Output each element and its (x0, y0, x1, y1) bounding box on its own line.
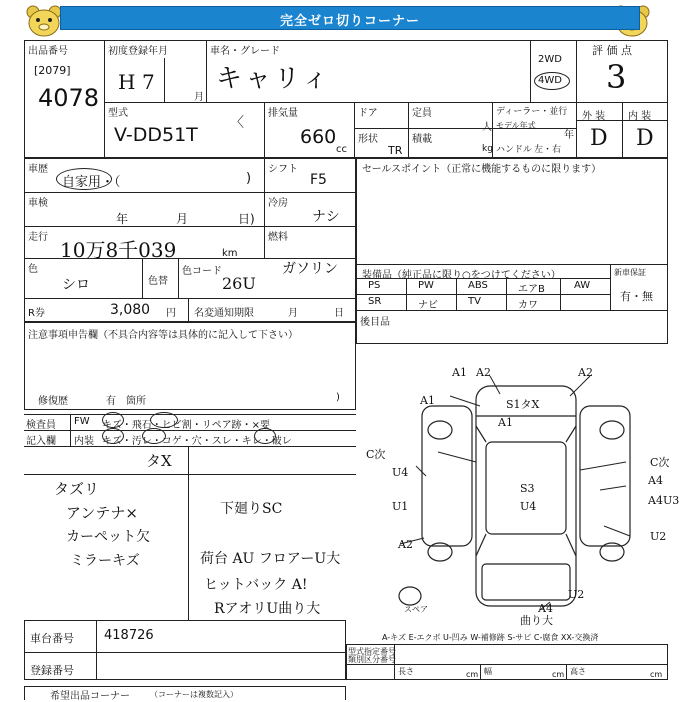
handwritten-line-1: タズリ (54, 480, 100, 498)
capacity-label: 定員 (412, 108, 432, 119)
equipment-item: ナビ (418, 300, 438, 311)
displacement-value: 660 (300, 126, 337, 148)
diagram-damage-label: U2 (650, 530, 667, 543)
equipment-item: ABS (468, 280, 488, 291)
ac-value: ナシ (312, 209, 340, 225)
history-close: ) (246, 171, 252, 186)
inspection-day-unit: 日) (238, 212, 255, 226)
int-stain-circled (142, 428, 166, 444)
shape-label: 形状 (358, 134, 378, 145)
diagram-damage-label: A4 (648, 474, 663, 487)
door-label: ドア (358, 108, 378, 119)
size-width-label: 幅 (484, 667, 492, 676)
notice-label: 名変通知期限 (194, 308, 254, 319)
plate-value: 418726 (104, 628, 154, 643)
load-label: 積載 (412, 134, 432, 145)
corner-request-note: （コーナーは複数記入） (150, 690, 238, 699)
shift-value: F5 (310, 172, 327, 188)
handwritten-right-2: 荷台 AU フロアーU大 (200, 551, 341, 567)
handle-options: 左・右 (534, 145, 562, 155)
grade-value: 3 (606, 58, 627, 96)
inspector-label: 検査員 (26, 420, 56, 431)
drive-4wd[interactable]: 4WD (538, 75, 562, 86)
corner-request-label: 希望出品コーナー (50, 691, 130, 702)
diagram-damage-label: A2 (578, 366, 593, 379)
repair-label: 修復歴 (38, 396, 68, 407)
size-heading-1: 型式指定番号 (348, 647, 396, 656)
mileage-unit: km (222, 248, 238, 259)
bear-mascot-icon (24, 4, 64, 38)
color-no-label: 色替 (148, 276, 168, 287)
interior-grade: D (636, 126, 654, 151)
interior-check-items: キズ・汚レ・コゲ・穴・スレ・キレ・破レ (102, 436, 292, 447)
diagram-damage-label: U4 (520, 500, 537, 513)
notes-title: 注意事項申告欄（不具合内容等は具体的に記入して下さい） (28, 330, 298, 341)
color-value: シロ (62, 277, 90, 293)
displacement-unit: cc (336, 144, 347, 155)
interior-label: 内 装 (628, 111, 652, 122)
diagram-damage-label: S3 (520, 482, 535, 495)
notice-month: 月 (288, 308, 298, 319)
handwritten-line-4: ミラーキズ (70, 553, 140, 569)
int-scratch-circled (102, 428, 124, 444)
diagram-damage-label: A1 (420, 394, 435, 407)
fuel-value: ガソリン (282, 261, 338, 277)
exterior-grade: D (590, 126, 608, 151)
notice-day: 日 (334, 308, 344, 319)
banner-title: 完全ゼロ切りコーナー (279, 14, 420, 29)
handwritten-mark-top: タX (146, 452, 172, 470)
mileage-label: 走行 (28, 232, 48, 243)
first-reg-label: 初度登録年月 (108, 46, 168, 57)
fw-scratch-circled (102, 412, 124, 428)
reg-label: 登録番号 (30, 664, 74, 677)
handwritten-line-3: カーペット欠 (66, 529, 150, 545)
corner-banner (60, 6, 640, 30)
sales-frame (356, 158, 668, 344)
size-height-label: 高さ (570, 667, 586, 676)
equipment-item: TV (468, 296, 481, 307)
repair-close: ) (336, 392, 340, 403)
fuel-label: 燃料 (268, 232, 288, 243)
diagram-damage-label: A4U3 (648, 494, 680, 507)
equipment-item: カワ (518, 300, 538, 311)
color-code-label: 色コード (182, 266, 222, 277)
handwritten-right-4: RアオリU曲り大 (214, 601, 321, 617)
diagram-damage-label: スペア (404, 605, 428, 614)
fill-label: 記入欄 (26, 436, 56, 447)
inspection-label: 車検 (28, 198, 48, 209)
recycle-unit: 円 (166, 308, 176, 319)
first-reg-month-unit: 月 (194, 92, 204, 103)
size-length-label: 長さ (398, 667, 414, 676)
color-code-value: 26U (222, 274, 256, 293)
diagram-damage-label: A1 (498, 416, 513, 429)
model-year-unit: 年 (564, 130, 574, 141)
car-name: キャリィ (216, 64, 331, 94)
diagram-damage-label: U1 (392, 500, 409, 513)
diagram-damage-label: U4 (392, 466, 409, 479)
diagram-damage-label: C次 (366, 448, 386, 461)
shape-value: TR (388, 144, 403, 157)
fw-items: キズ・飛石・ヒビ割・リペア跡・×要 (102, 420, 270, 431)
int-wear-circled (254, 428, 276, 444)
displacement-label: 排気量 (268, 108, 298, 119)
equipment-item: SR (368, 296, 382, 307)
size-unit-3: cm (650, 670, 663, 679)
handwritten-right-3: ヒットバック A! (204, 577, 308, 593)
model-mark: 〈 (230, 115, 244, 131)
first-reg-year: 7 (142, 70, 155, 94)
diagram-damage-label: 曲り大 (520, 614, 553, 627)
first-reg-era: H (118, 70, 136, 94)
repair-spot: 箇所 (126, 396, 146, 407)
model-label: 型式 (108, 108, 128, 119)
exterior-label: 外 装 (582, 111, 606, 122)
model-year-label: モデル年式 (496, 121, 536, 130)
equipment-item: AW (574, 280, 591, 291)
diagram-damage-label: A2 (398, 538, 413, 551)
capacity-unit: 人 (482, 122, 492, 133)
equipment-item: エアB (518, 284, 545, 295)
lot-number: 4078 (38, 84, 100, 112)
legend-text: A-キズ E-エクボ U-凹み W-補修跡 S-サビ C-腐食 XX-交換済 (382, 633, 599, 642)
equipment-item: PS (368, 280, 381, 291)
fw-chip-circled (150, 412, 178, 428)
history-label: 車歴 (28, 164, 48, 175)
rear-seat-label: 後目品 (360, 317, 390, 328)
repair-value: 有 (106, 396, 116, 407)
mileage-value: 10万8千039 (60, 238, 177, 262)
fw-label: FW (74, 416, 90, 427)
car-name-label: 車名・グレード (210, 46, 280, 57)
plate-label: 車台番号 (30, 632, 74, 645)
equipment-item: PW (418, 280, 434, 291)
recycle-fee: 3,080 (110, 302, 151, 318)
diagram-damage-label: S1タX (506, 398, 540, 411)
recycle-label: R券 (28, 308, 45, 319)
drive-2wd[interactable]: 2WD (538, 54, 562, 65)
model-value: V-DD51T (114, 124, 198, 146)
handwritten-right-1: 下廻りSC (220, 501, 283, 517)
size-unit-2: cm (552, 670, 565, 679)
new-car-warranty-label: 新車保証 (614, 268, 646, 277)
lot-code: [2079] (34, 64, 71, 77)
shift-label: シフト (268, 164, 298, 175)
new-car-warranty-value: 有・無 (620, 290, 653, 303)
equipment-title: 装備品（純正品に限り○をつけてください） (362, 270, 561, 281)
inspection-month-unit: 月 (176, 212, 189, 226)
size-unit-1: cm (466, 670, 479, 679)
diagram-damage-label: A4 (538, 602, 553, 615)
load-unit: kg (482, 144, 493, 154)
handle-label: ハンドル (496, 145, 533, 155)
diagram-damage-label: A1 (452, 366, 467, 379)
diagram-damage-label: A2 (476, 366, 491, 379)
history-value: 自家用・（ (62, 175, 121, 190)
inspection-year-unit: 年 (116, 212, 129, 226)
diagram-damage-label: U2 (568, 588, 585, 601)
handwritten-line-2: アンテナ× (66, 504, 138, 522)
sales-title: セールスポイント（正常に機能するものに限ります） (362, 164, 602, 175)
dealer-label: ディーラー・並行 (496, 107, 568, 117)
ac-label: 冷房 (268, 198, 288, 209)
grade-label: 評 価 点 (592, 44, 632, 57)
diagram-damage-label: C次 (650, 456, 670, 469)
lot-label: 出品番号 (28, 46, 68, 57)
size-heading-2: 類別区分番号 (348, 655, 396, 664)
interior-check-label: 内装 (74, 436, 94, 447)
color-label: 色 (28, 264, 38, 275)
